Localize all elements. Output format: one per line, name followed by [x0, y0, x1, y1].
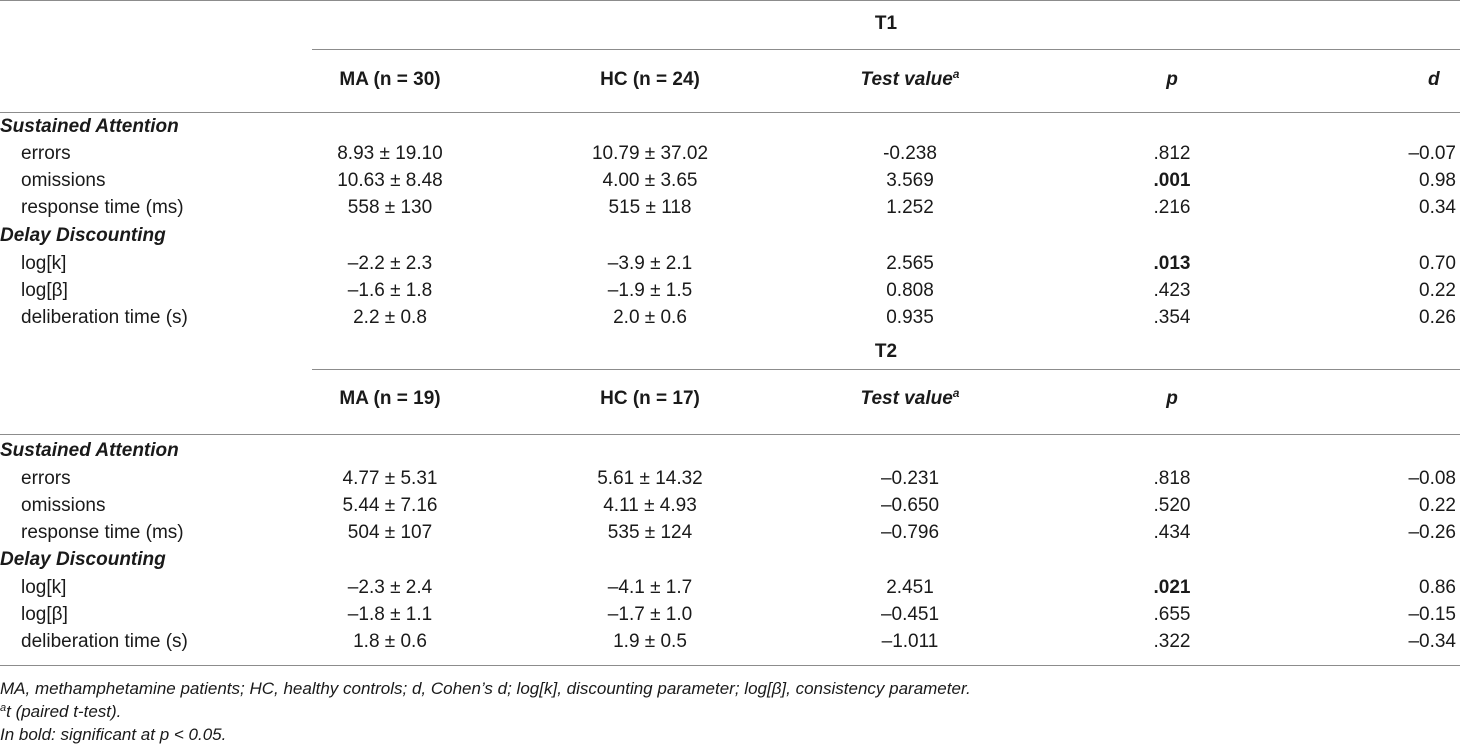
t1-section-delay-discounting: Delay Discounting [0, 225, 166, 246]
row-label: log[k] [21, 253, 67, 274]
t1-label: T1 [874, 13, 898, 34]
cell-ma: 8.93 ± 19.10 [337, 143, 443, 164]
cell-hc: –3.9 ± 2.1 [607, 253, 693, 274]
cell-test: 2.451 [886, 577, 934, 598]
cell-ma: –1.8 ± 1.1 [347, 604, 433, 625]
t2-header-ma: MA (n = 19) [339, 388, 441, 409]
cell-p: .354 [1153, 307, 1191, 328]
cell-ma: 10.63 ± 8.48 [337, 170, 443, 191]
row-label: deliberation time (s) [21, 631, 188, 652]
t1-section-sustained-attention: Sustained Attention [0, 116, 179, 137]
cell-ma: 4.77 ± 5.31 [342, 468, 438, 489]
footnote-test-type: $^a$t (paired t-test). [0, 702, 122, 721]
t2-group-rule [312, 369, 1460, 370]
cell-d: 0.22 [1419, 280, 1456, 301]
row-label: deliberation time (s) [21, 307, 188, 328]
cell-hc: 535 ± 124 [607, 522, 693, 543]
cell-p: .520 [1153, 495, 1191, 516]
row-label: omissions [21, 170, 106, 191]
cell-test: –0.231 [880, 468, 940, 489]
t1-header-hc: HC (n = 24) [600, 69, 700, 90]
table-top-rule [0, 0, 1460, 1]
cell-hc: 5.61 ± 14.32 [597, 468, 703, 489]
t1-header-p: p [1166, 69, 1178, 90]
cell-ma: –2.2 ± 2.3 [347, 253, 433, 274]
cell-test: -0.238 [883, 143, 937, 164]
cell-d: –0.07 [1408, 143, 1456, 164]
cell-p: .655 [1153, 604, 1191, 625]
row-label: response time (ms) [21, 197, 184, 218]
cell-d: –0.34 [1408, 631, 1456, 652]
t1-header-d: d [1428, 69, 1440, 90]
footnote-bold-note: In bold: significant at p < 0.05. [0, 725, 227, 744]
row-label: errors [21, 143, 71, 164]
t2-header-p: p [1166, 388, 1178, 409]
row-label: log[β] [21, 280, 68, 301]
cell-ma: –2.3 ± 2.4 [347, 577, 433, 598]
cell-test: 2.565 [886, 253, 934, 274]
cell-hc: 4.11 ± 4.93 [603, 495, 697, 516]
cell-d: –0.08 [1408, 468, 1456, 489]
cell-ma: 5.44 ± 7.16 [342, 495, 438, 516]
cell-test: –1.011 [881, 631, 939, 652]
cell-d: –0.15 [1408, 604, 1456, 625]
row-label: response time (ms) [21, 522, 184, 543]
t1-group-rule [312, 49, 1460, 50]
cell-test: –0.650 [880, 495, 940, 516]
cell-hc: –1.7 ± 1.0 [607, 604, 693, 625]
t2-header-test: Test value$^a$ [860, 386, 960, 409]
cell-ma: 504 ± 107 [347, 522, 433, 543]
row-label: log[β] [21, 604, 68, 625]
cell-ma: 558 ± 130 [347, 197, 433, 218]
cell-hc: 10.79 ± 37.02 [591, 143, 709, 164]
cell-test: 0.808 [886, 280, 934, 301]
cell-p-significant: .001 [1153, 170, 1191, 191]
t2-header-rule [0, 434, 1460, 435]
cell-hc: 2.0 ± 0.6 [613, 307, 687, 328]
t2-header-hc: HC (n = 17) [600, 388, 700, 409]
cell-hc: –1.9 ± 1.5 [607, 280, 693, 301]
row-label: log[k] [21, 577, 67, 598]
t1-header-ma: MA (n = 30) [339, 69, 441, 90]
t2-label: T2 [874, 341, 898, 362]
t2-section-sustained-attention: Sustained Attention [0, 440, 179, 461]
cell-p: .812 [1153, 143, 1191, 164]
cell-d: –0.26 [1408, 522, 1456, 543]
cell-p-significant: .013 [1153, 253, 1191, 274]
cell-test: –0.796 [880, 522, 940, 543]
cell-d: 0.70 [1419, 253, 1456, 274]
cell-d: 0.26 [1419, 307, 1456, 328]
cell-p: .818 [1153, 468, 1191, 489]
t1-header-test: Test value$^a$ [860, 67, 960, 90]
cell-d: 0.86 [1419, 577, 1456, 598]
row-label: omissions [21, 495, 106, 516]
cell-test: 3.569 [886, 170, 934, 191]
cell-d: 0.34 [1419, 197, 1456, 218]
cell-ma: 2.2 ± 0.8 [353, 307, 427, 328]
cell-p: .434 [1153, 522, 1191, 543]
cell-ma: –1.6 ± 1.8 [347, 280, 433, 301]
cell-hc: 515 ± 118 [608, 197, 692, 218]
cell-hc: 1.9 ± 0.5 [613, 631, 687, 652]
table-bottom-rule [0, 665, 1460, 666]
cell-hc: 4.00 ± 3.65 [602, 170, 698, 191]
cell-p: .322 [1153, 631, 1191, 652]
cell-p-significant: .021 [1153, 577, 1191, 598]
cell-p: .216 [1153, 197, 1191, 218]
cell-test: 1.252 [886, 197, 934, 218]
t2-section-delay-discounting: Delay Discounting [0, 549, 166, 570]
cell-ma: 1.8 ± 0.6 [353, 631, 427, 652]
cell-test: –0.451 [880, 604, 940, 625]
cell-d: 0.98 [1419, 170, 1456, 191]
cell-hc: –4.1 ± 1.7 [607, 577, 693, 598]
cell-d: 0.22 [1419, 495, 1456, 516]
footnote-abbreviations: MA, methamphetamine patients; HC, healthy controls; d, Cohen’s d; log[k], discounting parameter; log[β], consistency parameter. [0, 679, 971, 698]
row-label: errors [21, 468, 71, 489]
cell-p: .423 [1153, 280, 1191, 301]
cell-test: 0.935 [886, 307, 934, 328]
t1-header-rule [0, 112, 1460, 113]
